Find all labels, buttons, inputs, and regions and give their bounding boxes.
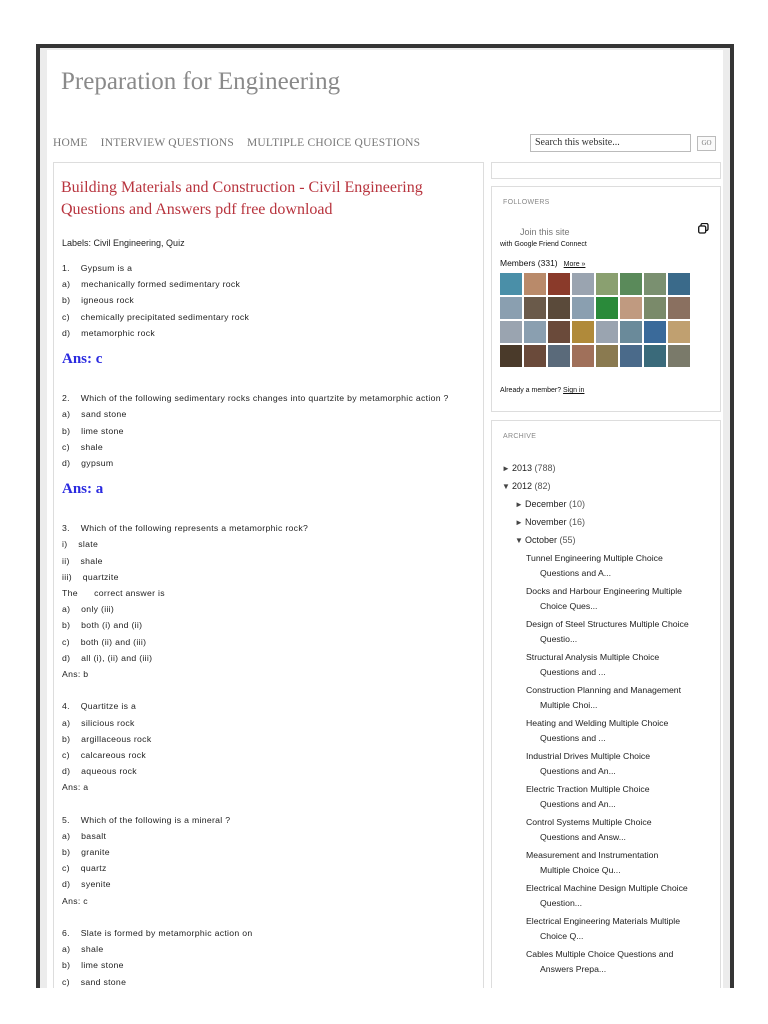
triangle-down-icon[interactable]: ▼ bbox=[502, 482, 510, 491]
archive-post-title-cont[interactable]: Multiple Choi... bbox=[540, 700, 598, 710]
question-line: d) syenite bbox=[62, 879, 111, 890]
question-line: a) silicious rock bbox=[62, 717, 135, 728]
page-inner bbox=[40, 48, 730, 988]
question-gap bbox=[62, 682, 482, 698]
sign-in-link[interactable]: Sign in bbox=[563, 387, 585, 394]
question-line: a) sand stone bbox=[62, 409, 127, 420]
archive-month-label[interactable]: December bbox=[525, 499, 570, 509]
question-text: 3. Which of the following represents a metamorphic rock? bbox=[62, 523, 309, 534]
site-title[interactable]: Preparation for Engineering bbox=[61, 68, 341, 95]
post-labels[interactable]: Labels: Civil Engineering, Quiz bbox=[62, 238, 185, 248]
archive-month-count: (10) bbox=[569, 499, 586, 509]
members-more-link[interactable]: More » bbox=[563, 261, 586, 268]
question-line: c) chemically precipitated sedimentary rock bbox=[62, 311, 250, 322]
follower-avatar[interactable] bbox=[620, 297, 642, 319]
post-body bbox=[62, 260, 482, 988]
join-site-link[interactable]: Join this site bbox=[520, 227, 570, 237]
already-member bbox=[500, 387, 584, 394]
triangle-down-icon[interactable]: ▼ bbox=[515, 536, 523, 545]
post-container bbox=[53, 162, 484, 988]
follower-avatar[interactable] bbox=[644, 297, 666, 319]
question-line: b) lime stone bbox=[62, 425, 124, 436]
archive-post-title[interactable]: Construction Planning and Management bbox=[526, 685, 682, 695]
question-line: c) calcareous rock bbox=[62, 749, 147, 760]
archive-post-title-cont[interactable]: Questions and An... bbox=[540, 799, 616, 809]
members-count bbox=[500, 258, 585, 268]
archive-post-link[interactable] bbox=[502, 683, 720, 713]
archive-post-title[interactable]: Cables Multiple Choice Questions and bbox=[526, 949, 674, 959]
question-line: Ans: b bbox=[62, 668, 89, 679]
archive-post-link[interactable] bbox=[502, 914, 720, 944]
archive-year-count: (788) bbox=[534, 463, 556, 473]
follower-avatar[interactable] bbox=[596, 297, 618, 319]
archive-post-link[interactable] bbox=[502, 650, 720, 680]
question-line: c) both (ii) and (iii) bbox=[62, 636, 147, 647]
question-line: d) gypsum bbox=[62, 457, 114, 468]
archive-post-title-cont[interactable]: Questions and An... bbox=[540, 766, 616, 776]
question-line: a) only (iii) bbox=[62, 604, 115, 615]
archive-month[interactable] bbox=[502, 531, 720, 549]
follower-avatar[interactable] bbox=[644, 273, 666, 295]
archive-post-link[interactable] bbox=[502, 716, 720, 746]
follower-avatar[interactable] bbox=[524, 297, 546, 319]
archive-year[interactable] bbox=[502, 459, 720, 477]
archive-post-link[interactable] bbox=[502, 749, 720, 779]
archive-heading: ARCHIVE bbox=[503, 433, 537, 440]
archive-year-label[interactable]: 2012 bbox=[512, 481, 535, 491]
avatar-grid bbox=[500, 273, 690, 367]
gfc-label: with Google Friend Connect bbox=[500, 241, 587, 248]
already-member-label: Already a member? bbox=[500, 387, 562, 394]
archive-post-link[interactable] bbox=[502, 848, 720, 878]
search-go-button[interactable]: GO bbox=[697, 136, 716, 151]
follower-avatar[interactable] bbox=[668, 297, 690, 319]
triangle-right-icon[interactable]: ► bbox=[515, 518, 523, 527]
follower-avatar[interactable] bbox=[620, 345, 642, 367]
follower-avatar[interactable] bbox=[620, 273, 642, 295]
question-line: a) shale bbox=[62, 944, 104, 955]
question-text: 2. Which of the following sedimentary rocks changes into quartzite by metamorphic action ? bbox=[62, 393, 449, 404]
archive-post-link[interactable] bbox=[502, 584, 720, 614]
archive-post-title-cont[interactable]: Answers Prepa... bbox=[540, 964, 607, 974]
archive-widget bbox=[491, 420, 721, 988]
nav-home[interactable]: HOME bbox=[53, 137, 88, 149]
archive-post-title[interactable]: Electrical Machine Design Multiple Choice bbox=[526, 883, 688, 893]
question-line: d) metamorphic rock bbox=[62, 327, 156, 338]
archive-post-title[interactable]: Electric Traction Multiple Choice bbox=[526, 784, 650, 794]
follower-avatar[interactable] bbox=[572, 297, 594, 319]
question-gap bbox=[62, 374, 482, 390]
archive-post-title-cont[interactable]: Choice Q... bbox=[540, 931, 584, 941]
follower-avatar[interactable] bbox=[644, 321, 666, 343]
question-line: c) quartz bbox=[62, 863, 107, 874]
archive-post-title[interactable]: Control Systems Multiple Choice bbox=[526, 817, 652, 827]
question-line: b) both (i) and (ii) bbox=[62, 620, 143, 631]
archive-post-link[interactable] bbox=[502, 947, 720, 977]
question-gap bbox=[62, 909, 482, 925]
archive-post-title[interactable]: Structural Analysis Multiple Choice bbox=[526, 652, 660, 662]
sidebar-top-widget bbox=[491, 162, 721, 179]
question-line: Ans: c bbox=[62, 895, 88, 906]
archive-year-label[interactable]: 2013 bbox=[512, 463, 535, 473]
follower-avatar[interactable] bbox=[572, 345, 594, 367]
followers-heading: FOLLOWERS bbox=[503, 199, 550, 206]
follower-avatar[interactable] bbox=[548, 273, 570, 295]
page-content bbox=[47, 50, 723, 988]
archive-month-count: (16) bbox=[569, 517, 586, 527]
archive-post-title[interactable]: Industrial Drives Multiple Choice bbox=[526, 751, 651, 761]
question-line: i) slate bbox=[62, 539, 99, 550]
archive-post-link[interactable] bbox=[502, 782, 720, 812]
follower-avatar[interactable] bbox=[548, 345, 570, 367]
archive-post-title-cont[interactable]: Multiple Choice Qu... bbox=[540, 865, 621, 875]
archive-year-count: (82) bbox=[534, 481, 551, 491]
follower-avatar[interactable] bbox=[500, 345, 522, 367]
archive-month[interactable] bbox=[502, 495, 720, 513]
question-gap bbox=[62, 795, 482, 811]
archive-post-title[interactable]: Tunnel Engineering Multiple Choice bbox=[526, 553, 663, 563]
archive-post-title[interactable]: Docks and Harbour Engineering Multiple bbox=[526, 586, 682, 596]
question-line: The correct answer is bbox=[62, 588, 165, 598]
archive-post-title-cont[interactable]: Questions and A... bbox=[540, 568, 611, 578]
answer-highlight: Ans: a bbox=[62, 481, 104, 498]
google-friend-connect-icon bbox=[698, 223, 709, 234]
question-line: a) basalt bbox=[62, 830, 107, 841]
follower-avatar[interactable] bbox=[548, 321, 570, 343]
question-line: c) sand stone bbox=[62, 976, 127, 987]
follower-avatar[interactable] bbox=[596, 345, 618, 367]
follower-avatar[interactable] bbox=[668, 273, 690, 295]
archive-post-link[interactable] bbox=[502, 881, 720, 911]
archive-post-title-cont[interactable]: Questions and Answ... bbox=[540, 832, 626, 842]
question-line: iii) quartzite bbox=[62, 571, 119, 582]
follower-avatar[interactable] bbox=[524, 273, 546, 295]
page-frame bbox=[36, 44, 734, 988]
archive-post-link[interactable] bbox=[502, 617, 720, 647]
archive-post-link[interactable] bbox=[502, 551, 720, 581]
follower-avatar[interactable] bbox=[620, 321, 642, 343]
follower-avatar[interactable] bbox=[596, 321, 618, 343]
archive-post-title-cont[interactable]: Questions and ... bbox=[540, 667, 606, 677]
follower-avatar[interactable] bbox=[500, 297, 522, 319]
followers-widget bbox=[491, 186, 721, 412]
archive-month[interactable] bbox=[502, 513, 720, 531]
follower-avatar[interactable] bbox=[548, 297, 570, 319]
question-line: b) argillaceous rock bbox=[62, 733, 152, 744]
top-nav bbox=[53, 137, 420, 149]
nav-multiple-choice-questions[interactable]: MULTIPLE CHOICE QUESTIONS bbox=[246, 137, 421, 149]
question-text: 4. Quartitze is a bbox=[62, 701, 137, 712]
follower-avatar[interactable] bbox=[668, 321, 690, 343]
follower-avatar[interactable] bbox=[596, 273, 618, 295]
triangle-right-icon[interactable]: ► bbox=[502, 464, 510, 473]
follower-avatar[interactable] bbox=[572, 321, 594, 343]
archive-post-title[interactable]: Electrical Engineering Materials Multiple bbox=[526, 916, 681, 926]
question-text: 6. Slate is formed by metamorphic action on bbox=[62, 927, 253, 938]
follower-avatar[interactable] bbox=[644, 345, 666, 367]
archive-month-label[interactable]: October bbox=[525, 535, 560, 545]
follower-avatar[interactable] bbox=[524, 345, 546, 367]
archive-post-title[interactable]: Design of Steel Structures Multiple Choice bbox=[526, 619, 689, 629]
question-line: d) aqueous rock bbox=[62, 766, 137, 777]
question-line: d) all (i), (ii) and (iii) bbox=[62, 652, 153, 663]
question-line: ii) shale bbox=[62, 555, 103, 566]
follower-avatar[interactable] bbox=[572, 273, 594, 295]
nav-interview-questions[interactable]: INTERVIEW QUESTIONS bbox=[100, 137, 234, 149]
archive-year[interactable] bbox=[502, 477, 720, 495]
question-line: c) shale bbox=[62, 441, 103, 452]
archive-post-title[interactable]: Measurement and Instrumentation bbox=[526, 850, 659, 860]
question-line: Ans: a bbox=[62, 782, 89, 793]
triangle-right-icon[interactable]: ► bbox=[515, 500, 523, 509]
archive-post-title[interactable]: Heating and Welding Multiple Choice bbox=[526, 718, 669, 728]
archive-list bbox=[502, 459, 720, 980]
archive-month-count: (55) bbox=[559, 535, 576, 545]
answer-highlight: Ans: c bbox=[62, 350, 103, 367]
question-text: 1. Gypsum is a bbox=[62, 263, 133, 273]
archive-month-label[interactable]: November bbox=[525, 517, 570, 527]
question-line: b) granite bbox=[62, 847, 110, 857]
follower-avatar[interactable] bbox=[524, 321, 546, 343]
question-line: a) mechanically formed sedimentary rock bbox=[62, 279, 241, 290]
archive-post-title-cont[interactable]: Questio... bbox=[540, 634, 578, 644]
archive-post-title-cont[interactable]: Question... bbox=[540, 898, 583, 908]
members-label: Members (331) bbox=[500, 258, 558, 268]
follower-avatar[interactable] bbox=[500, 321, 522, 343]
archive-post-link[interactable] bbox=[502, 815, 720, 845]
post-title[interactable]: Building Materials and Construction - Civil Engineering Questions and Answers pdf free download bbox=[61, 179, 423, 218]
archive-post-title-cont[interactable]: Choice Ques... bbox=[540, 601, 598, 611]
follower-avatar[interactable] bbox=[668, 345, 690, 367]
archive-post-title-cont[interactable]: Questions and ... bbox=[540, 733, 606, 743]
question-text: 5. Which of the following is a mineral ? bbox=[62, 814, 231, 825]
question-gap bbox=[62, 504, 482, 520]
follower-avatar[interactable] bbox=[500, 273, 522, 295]
search-input[interactable]: Search this website... bbox=[530, 134, 691, 152]
question-line: b) lime stone bbox=[62, 960, 124, 971]
question-line: b) igneous rock bbox=[62, 295, 135, 306]
